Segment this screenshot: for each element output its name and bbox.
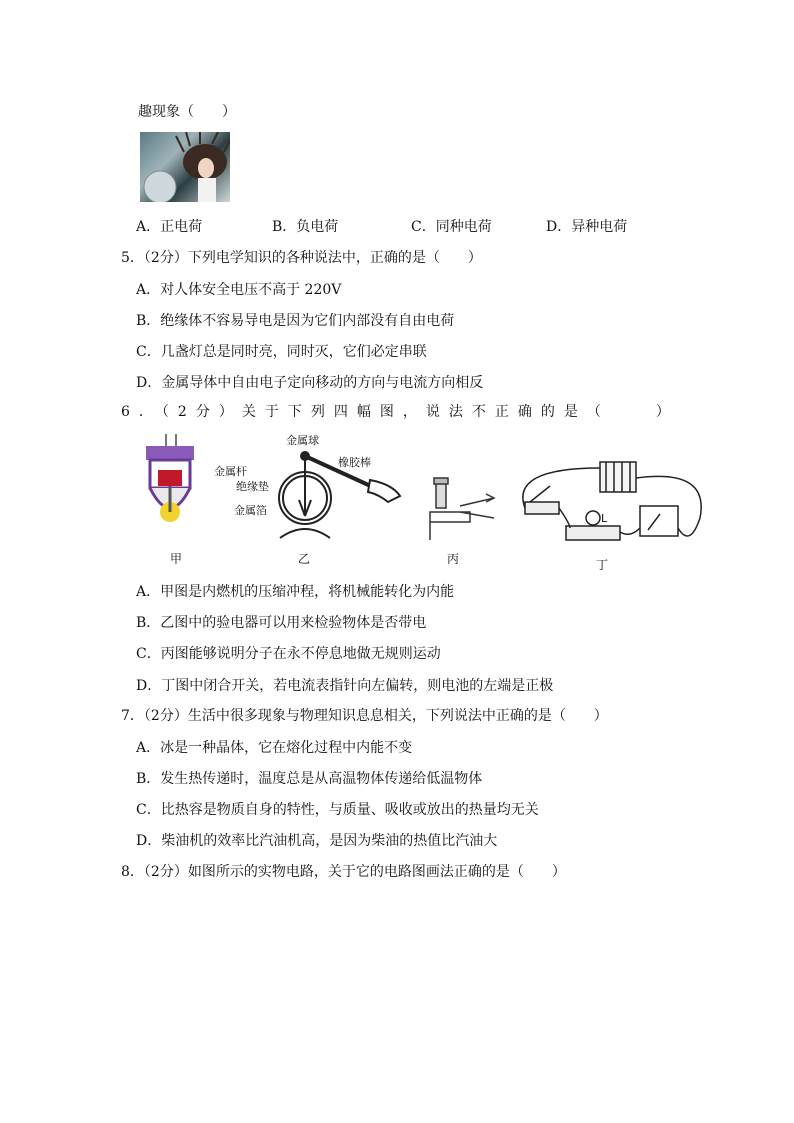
label-insulating-pad: 绝缘垫 bbox=[236, 480, 269, 493]
figure-label-ding: 丁 bbox=[596, 558, 609, 572]
q6-option-b: B．乙图中的验电器可以用来检验物体是否带电 bbox=[136, 615, 427, 631]
label-metal-ball: 金属球 bbox=[286, 434, 319, 447]
label-lamp-l: L bbox=[601, 512, 608, 525]
figure-label-yi: 乙 bbox=[298, 552, 311, 566]
q6-option-c: C．丙图能够说明分子在永不停息地做无规则运动 bbox=[136, 646, 441, 662]
question-4-tail: 趣现象（ ） bbox=[138, 104, 236, 120]
q7-option-a: A．冰是一种晶体，它在熔化过程中内能不变 bbox=[136, 740, 413, 756]
q4-option-c: C．同种电荷 bbox=[411, 219, 492, 235]
question-6-stem: 6．（2分）关于下列四幅图，说法不正确的是（ ） bbox=[121, 404, 679, 420]
q5-option-d: D．金属导体中自由电子定向移动的方向与电流方向相反 bbox=[136, 375, 484, 391]
q7-option-d: D．柴油机的效率比汽油机高，是因为柴油的热值比汽油大 bbox=[136, 833, 498, 849]
q4-option-d: D．异种电荷 bbox=[546, 219, 628, 235]
label-metal-foil: 金属箔 bbox=[234, 504, 267, 517]
q5-option-b: B．绝缘体不容易导电是因为它们内部没有自由电荷 bbox=[136, 313, 455, 329]
lead-block-figure bbox=[430, 478, 494, 540]
q6-option-a: A．甲图是内燃机的压缩冲程，将机械能转化为内能 bbox=[136, 584, 455, 600]
q6-figures bbox=[130, 428, 720, 558]
engine-figure bbox=[146, 434, 194, 522]
question-5-stem: 5．（2分）下列电学知识的各种说法中，正确的是（ ） bbox=[121, 250, 482, 266]
question-7-stem: 7．（2分）生活中很多现象与物理知识息息相关，下列说法中正确的是（ ） bbox=[121, 708, 608, 724]
q7-option-c: C．比热容是物质自身的特性，与质量、吸收或放出的热量均无关 bbox=[136, 802, 539, 818]
q7-option-b: B．发生热传递时，温度总是从高温物体传递给低温物体 bbox=[136, 771, 483, 787]
q4-option-b: B．负电荷 bbox=[272, 219, 339, 235]
q4-option-a: A．正电荷 bbox=[136, 219, 203, 235]
label-metal-rod: 金属杆 bbox=[214, 465, 247, 478]
q5-option-a: A．对人体安全电压不高于 220V bbox=[136, 282, 342, 298]
label-rubber-rod: 橡胶棒 bbox=[338, 456, 371, 469]
circuit-figure bbox=[523, 462, 701, 540]
static-electricity-hair-photo bbox=[140, 132, 230, 202]
question-8-stem: 8．（2分）如图所示的实物电路，关于它的电路图画法正确的是（ ） bbox=[121, 864, 566, 880]
figure-label-bing: 丙 bbox=[447, 552, 460, 566]
figure-label-jia: 甲 bbox=[170, 552, 183, 566]
q5-option-c: C．几盏灯总是同时亮，同时灭，它们必定串联 bbox=[136, 344, 427, 360]
q6-option-d: D．丁图中闭合开关，若电流表指针向左偏转，则电池的左端是正极 bbox=[136, 678, 554, 694]
